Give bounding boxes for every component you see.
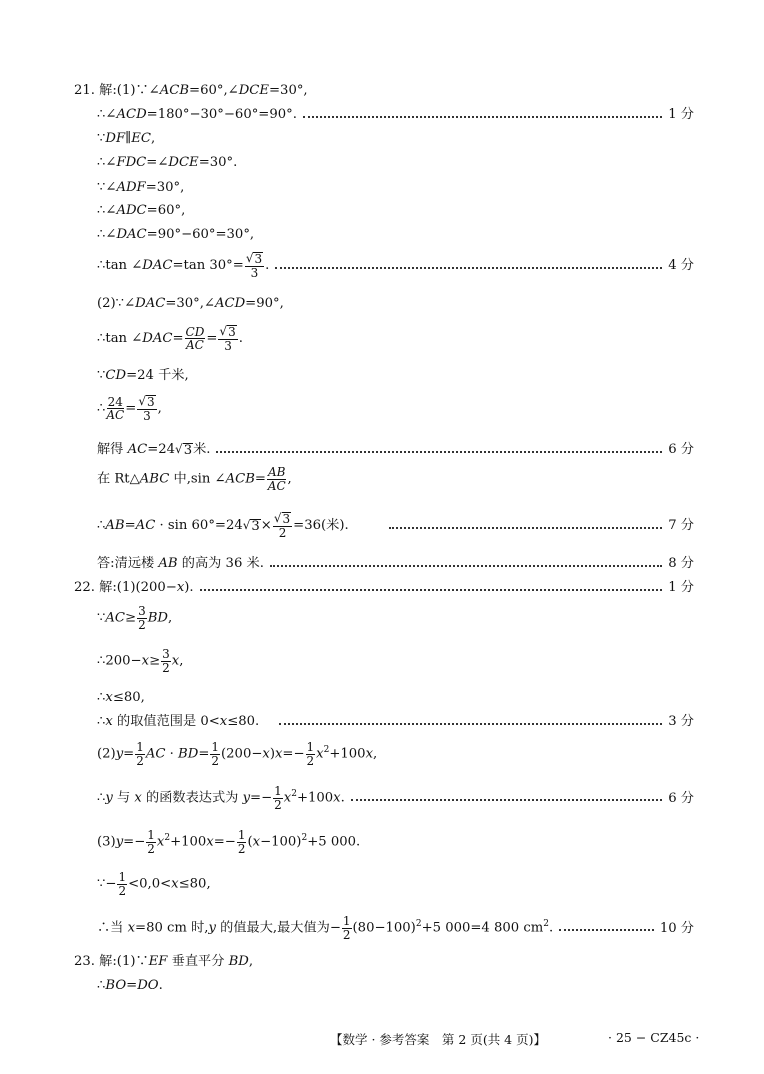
q21-line-14: 在 Rt△ABC 中,sin ∠ACB= $\frac{AB}{AC}$ , — [97, 465, 292, 493]
q21-line-2: ∴∠ACD=180°−30°−60°=90°. 1 分 — [97, 107, 694, 122]
q21-line-10: ∴tan ∠DAC= $\frac{CD}{AC}$ = √ 3 3 . — [97, 324, 243, 353]
q21-line-1: 21. 解:(1)∵∠ACB=60°,∠DCE=30°, — [74, 83, 308, 98]
q21-line-5: ∵∠ADF=30°, — [97, 180, 185, 195]
q21-line-9: (2)∵∠DAC=30°,∠ACD=90°, — [97, 296, 284, 311]
q22-line-5: ∴x 的取值范围是 0<x≤80. 3 分 — [97, 714, 694, 729]
dot-leader — [216, 451, 662, 453]
score-label: 8 分 — [668, 556, 694, 571]
score-label: 3 分 — [668, 714, 694, 729]
score-label: 1 分 — [668, 580, 694, 595]
q22-line-3: ∴200−x≥ $\frac{3}{2}$ x, — [97, 647, 184, 675]
dot-leader — [279, 723, 662, 725]
q23-line-2: ∴BO=DO. — [97, 978, 163, 993]
q22-line-2: ∵AC≥ $\frac{3}{2}$ BD, — [97, 604, 173, 632]
dot-leader — [389, 527, 663, 529]
q22-line-6: (2)y= $\frac{1}{2}$ AC · BD= $\frac{1}{2}$ (200−x)x=− $\frac{1}{2}$ $x^2+100x$, — [97, 740, 378, 768]
q22-line-4: ∴x≤80, — [97, 690, 145, 705]
dot-leader — [351, 799, 662, 801]
score-label: 6 分 — [668, 790, 694, 806]
q22-line-1: 22. 解:(1)(200−x). 1 分 — [74, 580, 694, 595]
score-label: 4 分 — [668, 258, 694, 273]
score-label: 6 分 — [668, 442, 694, 458]
q21-line-13: 解得 AC=24 √ 3 米. 6 分 — [97, 442, 694, 458]
score-label: 7 分 — [668, 518, 694, 533]
dot-leader — [270, 565, 662, 567]
q22-line-9: ∵− $\frac{1}{2}$ <0,0<x≤80, — [97, 870, 211, 898]
score-label: 10 分 — [659, 920, 694, 936]
q21-line-12: ∴ $\frac{24}{AC}$ = √ 3 3 , — [97, 394, 162, 423]
q22-line-8: (3)y=− $\frac{1}{2}$ $x^2+100x=-$ $\frac{1}{2}$ $(x-100)^2+5$ 000. — [97, 828, 361, 856]
q21-line-8: ∴tan ∠DAC=tan 30°= √ 3 3 . 4 分 — [97, 251, 694, 280]
q21-line-3: ∵DF∥EC, — [97, 131, 156, 146]
dot-leader — [275, 267, 662, 269]
q21-line-7: ∴∠DAC=90°−60°=30°, — [97, 227, 255, 242]
q21-line-6: ∴∠ADC=60°, — [97, 203, 186, 218]
dot-leader — [559, 929, 654, 931]
footer-code: · 25 − CZ45c · — [608, 1030, 700, 1045]
dot-leader — [200, 589, 663, 591]
q23-line-1: 23. 解:(1)∵EF 垂直平分 BD, — [74, 954, 254, 969]
footer-page-info: 【数学 · 参考答案 第 2 页(共 4 页)】 — [330, 1032, 546, 1047]
score-label: 1 分 — [668, 107, 694, 122]
q21-line-15: ∴AB=AC · sin 60°=24 √ 3 × √ 3 2 =36(米). 7 分 — [97, 511, 694, 540]
q21-line-16: 答:清远楼 AB 的高为 36 米. 8 分 — [97, 556, 694, 571]
q21-line-4: ∴∠FDC=∠DCE=30°. — [97, 155, 238, 170]
q21-line-11: ∵CD=24 千米, — [97, 368, 189, 383]
q22-line-10: ∴当 x=80 cm 时,y 的值最大,最大值为− $\frac{1}{2}$ $(80-100)^2+5$ 000=4 800 $cm^2$. 10 分 — [97, 914, 694, 942]
q22-line-7: ∴y 与 x 的函数表达式为 y=− $\frac{1}{2}$ $x^2+100x$. 6 分 — [97, 784, 694, 812]
dot-leader — [303, 116, 662, 118]
